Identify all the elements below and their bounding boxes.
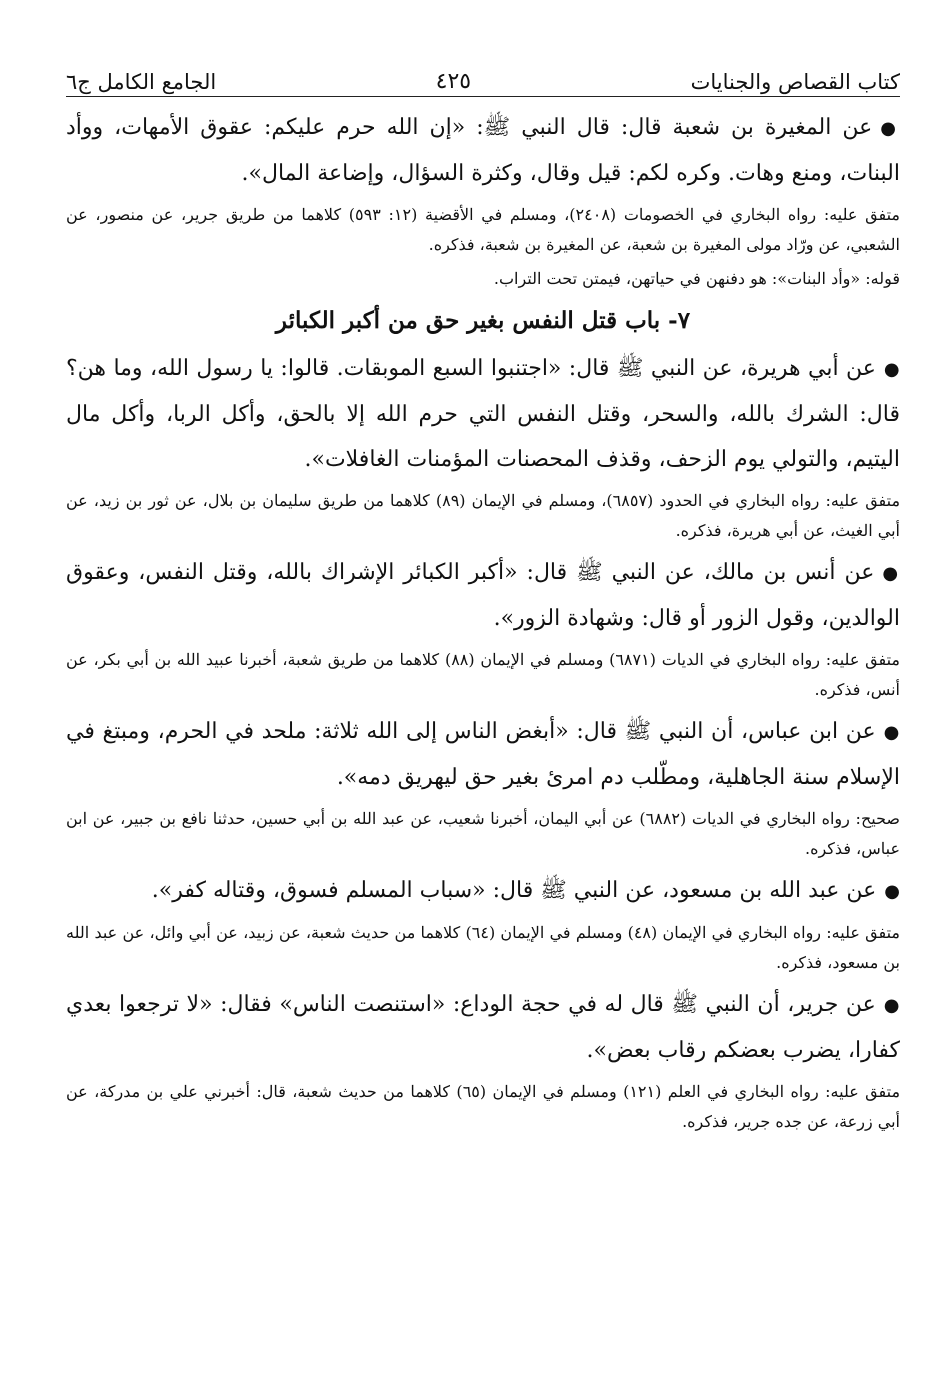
- word-explanation: قوله: «وأد البنات»: هو دفنهن في حياتهن، فيمتن تحت التراب.: [493, 269, 900, 288]
- hadith-text: عن عبد الله بن مسعود، عن النبي ﷺ قال: «سباب المسلم فسوق، وقتاله كفر».: [151, 878, 877, 903]
- hadith-text: عن أبي هريرة، عن النبي ﷺ قال: «اجتنبوا السبع الموبقات. قالوا: يا رسول الله، وما هن؟ قال: الشرك بالله، والسحر، وقتل النفس التي حرم الله إلا بالحق، وأكل الربا، وأكل مال اليتيم، والتولي يوم الزحف، وقذف المحصنات المؤمنات الغافلات».: [66, 356, 900, 472]
- chapter-running-title: كتاب القصاص والجنايات: [690, 70, 900, 94]
- hadith-paragraph: [66, 346, 900, 482]
- hadith-text: عن المغيرة بن شعبة قال: قال النبي ﷺ: «إن الله حرم عليكم: عقوق الأمهات، ووأد البنات، ومنع وهات. وكره لكم: قيل وقال، وكثرة السؤال، وإضاعة المال».: [66, 115, 900, 186]
- book-page: [66, 48, 900, 1141]
- hadith-footnote: متفق عليه: رواه البخاري في العلم (١٢١) ومسلم في الإيمان (٦٥) كلاهما من حديث شعبة، قال: أخبرني علي بن مدركة، عن أبي زرعة، عن جده جرير، فذكره.: [66, 1082, 901, 1131]
- bullet-icon: ●: [882, 563, 900, 584]
- hadith-text: عن ابن عباس، أن النبي ﷺ قال: «أبغض الناس إلى الله ثلاثة: ملحد في الحرم، ومبتغ في الإسلام سنة الجاهلية، ومطّلب دم امرئ بغير حق ليهريق دمه».: [66, 719, 900, 790]
- hadith-footnote: متفق عليه: رواه البخاري في الخصومات (٢٤٠٨)، ومسلم في الأقضية (١٢: ٥٩٣) كلاهما من طريق جرير، عن منصور، عن الشعبي، عن ورّاد مولى المغيرة بن شعبة، عن المغيرة بن شعبة، فذكره.: [66, 205, 900, 254]
- hadith-footnote: متفق عليه: رواه البخاري في الحدود (٦٨٥٧)، ومسلم في الإيمان (٨٩) كلاهما من طريق سليمان بن بلال، عن ثور بن زيد، عن أبي الغيث، عن أبي هريرة، فذكره.: [66, 491, 901, 540]
- hadith-paragraph: [66, 709, 900, 800]
- bullet-icon: ●: [880, 118, 900, 139]
- hadith-paragraph: [66, 982, 900, 1073]
- hadith-text: عن جرير، أن النبي ﷺ قال له في حجة الوداع: «استنصت الناس» فقال: «لا ترجعوا بعدي كفارا، يضرب بعضكم رقاب بعض».: [66, 992, 900, 1063]
- book-running-title: الجامع الكامل ج٦: [66, 70, 217, 94]
- page-number: ٤٢٥: [435, 69, 472, 94]
- hadith-paragraph: [66, 105, 900, 196]
- hadith-footnote: متفق عليه: رواه البخاري في الديات (٦٨٧١) ومسلم في الإيمان (٨٨) كلاهما من طريق شعبة، أخبرنا عبيد الله بن أبي بكر، عن أنس، فذكره.: [66, 650, 900, 699]
- hadith-text: عن أنس بن مالك، عن النبي ﷺ قال: «أكبر الكبائر الإشراك بالله، وقتل النفس، وعقوق الوالدين، وقول الزور أو قال: وشهادة الزور».: [66, 560, 900, 631]
- page-header: [66, 48, 900, 97]
- bullet-icon: ●: [883, 722, 900, 743]
- hadith-footnote: صحيح: رواه البخاري في الديات (٦٨٨٢) عن أبي اليمان، أخبرنا شعيب، عن عبد الله بن أبي حسين، حدثنا نافع بن جبير، عن ابن عباس، فذكره.: [66, 809, 901, 858]
- bullet-icon: ●: [884, 881, 900, 902]
- chapter-heading: ٧- باب قتل النفس بغير حق من أكبر الكبائر: [275, 307, 691, 334]
- hadith-footnote: متفق عليه: رواه البخاري في الإيمان (٤٨) ومسلم في الإيمان (٦٤) كلاهما من حديث شعبة، عن زبيد، عن أبي وائل، عن عبد الله بن مسعود، فذكره.: [66, 923, 901, 972]
- hadith-paragraph: [66, 550, 900, 641]
- hadith-paragraph: [66, 868, 900, 914]
- bullet-icon: ●: [883, 995, 900, 1016]
- bullet-icon: ●: [883, 359, 900, 380]
